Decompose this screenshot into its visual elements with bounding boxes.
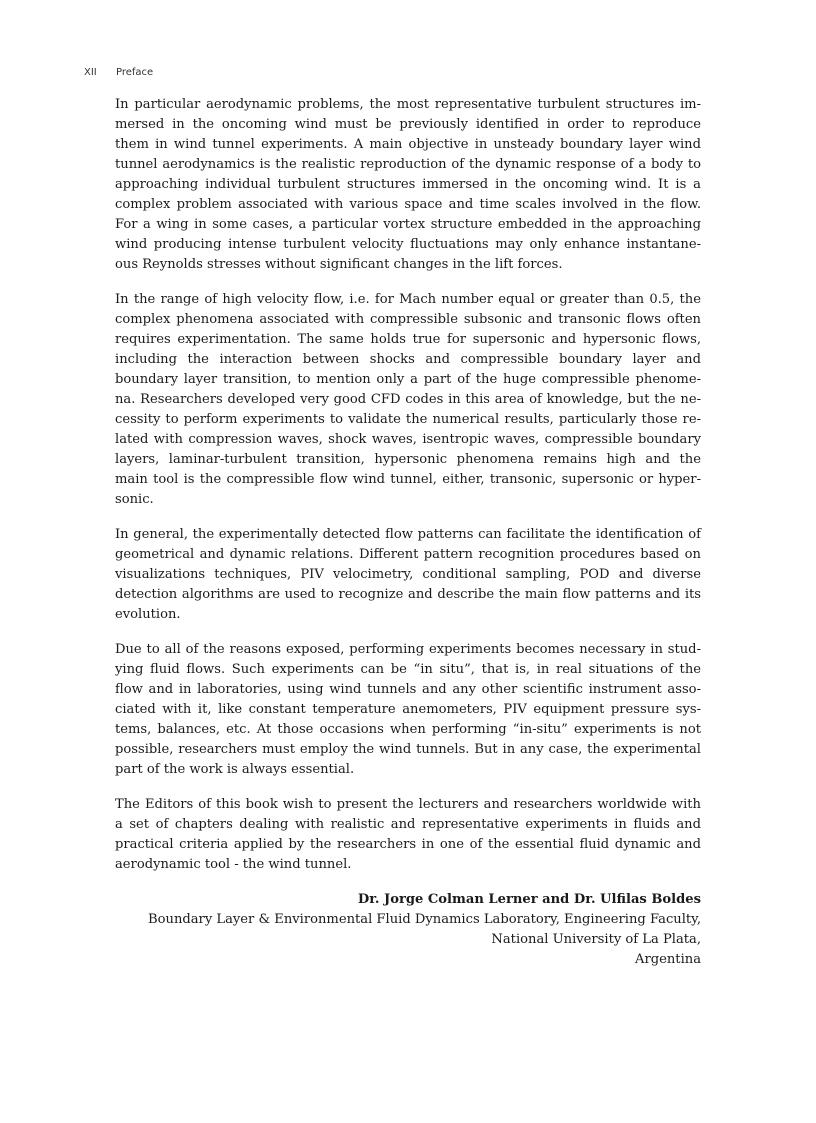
text-line: aerodynamic tool - the wind tunnel.: [115, 857, 352, 872]
text-line: visualizations techniques, PIV velocimetry, conditional sampling, POD and diverse: [115, 567, 701, 582]
text-line: In the range of high velocity flow, i.e. for Mach number equal or greater than 0.5, the: [115, 292, 701, 307]
text-line: ous Reynolds stresses without significant changes in the lift forces.: [115, 257, 563, 272]
text-line: ying fluid flows. Such experiments can be “in situ”, that is, in real situations of the: [115, 662, 701, 677]
running-header: [84, 67, 153, 78]
paragraph-3: [115, 525, 701, 625]
text-line: tunnel aerodynamics is the realistic reproduction of the dynamic response of a body to: [115, 157, 701, 172]
editor-names: Dr. Jorge Colman Lerner and Dr. Ulfilas Boldes: [357, 892, 701, 907]
text-line: approaching individual turbulent structures immersed in the oncoming wind. It is a: [115, 177, 701, 192]
text-line: main tool is the compressible flow wind tunnel, either, transonic, supersonic or hyper-: [115, 472, 701, 487]
text-line: them in wind tunnel experiments. A main objective in unsteady boundary layer wind: [115, 137, 701, 152]
text-line: sonic.: [115, 492, 154, 507]
paragraph-1: [115, 95, 701, 275]
affiliation-line: Argentina: [635, 952, 701, 967]
text-line: The Editors of this book wish to present the lecturers and researchers worldwide with: [115, 797, 701, 812]
text-line: practical criteria applied by the researchers in one of the essential fluid dynamic and: [115, 837, 701, 852]
paragraph-2: [115, 290, 701, 510]
affiliation-line: National University of La Plata,: [491, 932, 701, 947]
text-line: na. Researchers developed very good CFD codes in this area of knowledge, but the ne-: [115, 392, 701, 407]
text-line: ciated with it, like constant temperature anemometers, PIV equipment pressure sys-: [115, 702, 701, 717]
text-line: a set of chapters dealing with realistic and representative experiments in fluids and: [115, 817, 701, 832]
signature-block: [115, 890, 701, 970]
text-line: part of the work is always essential.: [115, 762, 355, 777]
text-line: mersed in the oncoming wind must be previously identified in order to reproduce: [115, 117, 701, 132]
text-line: flow and in laboratories, using wind tunnels and any other scientific instrument asso-: [115, 682, 701, 697]
text-line: boundary layer transition, to mention only a part of the huge compressible phenome-: [115, 372, 701, 387]
text-line: In particular aerodynamic problems, the most representative turbulent structures im-: [115, 97, 701, 112]
affiliation-line: Boundary Layer & Environmental Fluid Dynamics Laboratory, Engineering Faculty,: [148, 912, 701, 927]
text-line: requires experimentation. The same holds true for supersonic and hypersonic flows,: [115, 332, 701, 347]
text-line: evolution.: [115, 607, 181, 622]
text-line: For a wing in some cases, a particular vortex structure embedded in the approaching: [115, 217, 701, 232]
text-line: Due to all of the reasons exposed, performing experiments becomes necessary in stud-: [115, 642, 701, 657]
text-line: In general, the experimentally detected flow patterns can facilitate the identification of: [115, 527, 701, 542]
text-line: cessity to perform experiments to validate the numerical results, particularly those re-: [115, 412, 701, 427]
text-line: lated with compression waves, shock waves, isentropic waves, compressible boundary: [115, 432, 701, 447]
paragraph-5: [115, 795, 701, 875]
text-line: complex problem associated with various space and time scales involved in the flow.: [115, 197, 701, 212]
text-line: possible, researchers must employ the wind tunnels. But in any case, the experimental: [115, 742, 701, 757]
text-line: wind producing intense turbulent velocity fluctuations may only enhance instantane-: [115, 237, 701, 252]
text-line: including the interaction between shocks and compressible boundary layer and: [115, 352, 701, 367]
text-line: complex phenomena associated with compressible subsonic and transonic flows often: [115, 312, 701, 327]
text-line: geometrical and dynamic relations. Different pattern recognition procedures based on: [115, 547, 701, 562]
page-number: XII: [84, 67, 97, 78]
section-title: Preface: [116, 67, 154, 78]
paragraph-4: [115, 640, 701, 780]
text-line: tems, balances, etc. At those occasions when performing “in-situ” experiments is not: [115, 722, 701, 737]
text-line: layers, laminar-turbulent transition, hypersonic phenomena remains high and the: [115, 452, 701, 467]
text-line: detection algorithms are used to recognize and describe the main flow patterns and its: [115, 587, 701, 602]
preface-body: [115, 95, 701, 970]
